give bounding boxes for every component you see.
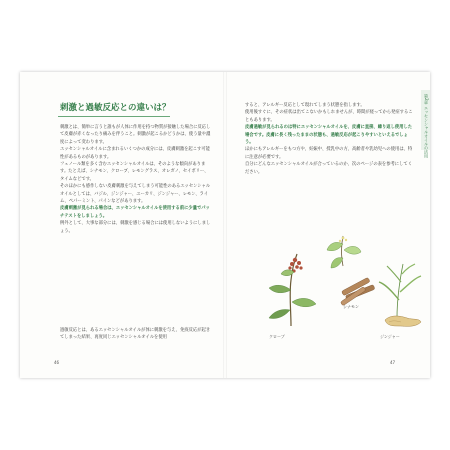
paragraph-r5: 自分にどんなエッセンシャルオイルが合っているのか、次のページの表を参考にしてください。 (245, 162, 412, 175)
paragraph-1: 刺激とは、簡単に言うと誰もが人体に作用を持つ物質が接触した場合に反応して皮膚が赤くなったり痛みを伴うこと。刺激が起こるかどうかは、使う量や濃度によって変わります。 (60, 125, 211, 145)
section-heading: 刺激と過敏反応との違いは？ (60, 103, 171, 113)
left-body-text-bottom (60, 327, 212, 342)
ginger-illustration (375, 260, 425, 330)
left-page (20, 72, 225, 378)
paragraph-r3: 皮膚過敏が見られるのは特にエッセンシャルオイルを、皮膚に直接、繰り返し使用した場合です。皮膚に長く残ったままの状態も、過敏反応が起こりやすいといえるでしょう。 (245, 125, 413, 146)
paragraph-6: 例外として、大事な部分には、刺激を感じる場合には使用しないようにしましょう。 (60, 221, 211, 234)
right-body-text (245, 102, 413, 176)
left-body-text (60, 124, 212, 235)
paragraph-3: フェノール類を多く含むエッセンシャルオイルは、そのような傾向があります。たとえば、シナモン、クローブ、レモングラス、オレガノ、セイボリー、タイムなどです。 (60, 162, 209, 182)
cinnamon-caption: シナモン (343, 304, 359, 309)
paragraph-4: そのほかにも感作しない皮膚刺激を与えてしまう可能性のあるエッセンシャルオイルとしては、バジル、ジンジャー、ユーカリ、ジンジャー、レモン、ライム、ペパーミント、パインなどがあります。 (60, 184, 211, 205)
chapter-tag: 第2章 エッセンシャルオイルの活用 (424, 94, 429, 158)
page-number-right: 47 (390, 360, 396, 365)
clove-caption: クローブ (269, 334, 285, 339)
paragraph-r1: すると、アレルギー反応として現れてしまう状態を指します。 (245, 103, 365, 108)
book-spread (20, 72, 430, 378)
paragraph-r4: ほかにもアレルギーをもつ方や、妊娠中、授乳中の方、高齢者や乳幼児への使用は、特に注意が必要です。 (245, 147, 413, 160)
right-page (225, 72, 430, 378)
page-number-left: 46 (54, 360, 60, 365)
heading-underline (58, 116, 170, 117)
ginger-caption: ジンジャー (380, 334, 400, 339)
paragraph-r2: 使用後すぐに、その症状は出てこないかもしれませんが、時間が経ってから発症することもあります。 (245, 110, 413, 123)
paragraph-7: 過敏反応とは、あるエッセンシャルオイルが体に刺激を与え、免疫反応が起きてしまった結果、再度同じエッセンシャルオイルを使用 (60, 328, 211, 341)
paragraph-5: 皮膚刺激が見られる場合は、エッセンシャルオイルを使用する前に少量でパッチテストをしましょう。 (60, 206, 210, 219)
clove-illustration (261, 250, 321, 328)
paragraph-2: エッセンシャルオイルに含まれるいくつかの成分には、皮膚刺激を起こす可能性があるものがあります。 (60, 147, 210, 160)
